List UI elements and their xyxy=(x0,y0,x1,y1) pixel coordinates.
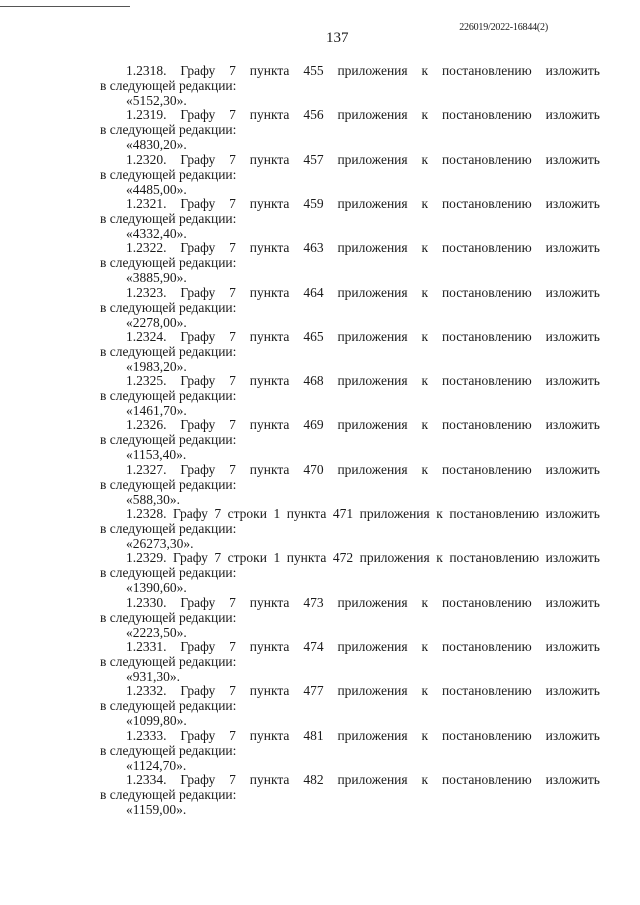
amendment-word: 459 xyxy=(303,195,324,211)
amendment-first-line xyxy=(100,329,600,344)
amendment-word: приложения xyxy=(337,328,408,344)
amendment-first-line xyxy=(100,462,600,477)
amendment-word: к xyxy=(436,550,443,566)
amendment-word: изложить xyxy=(545,727,600,743)
amendment-word: пункта xyxy=(249,63,290,78)
amendment-continuation: в следующей редакции: xyxy=(100,521,237,536)
amendment-word: приложения xyxy=(337,195,408,211)
amendment-value: «1159,00». xyxy=(126,801,187,817)
amendment-item xyxy=(100,63,600,108)
amendment-word: Графу xyxy=(180,771,216,787)
amendment-first-line xyxy=(100,63,600,78)
amendment-word: 471 xyxy=(332,506,354,521)
amendment-continuation: в следующей редакции: xyxy=(100,255,237,271)
amendment-word: Графу xyxy=(180,638,216,654)
amendment-word: к xyxy=(421,461,429,477)
amendment-word: 1.2331. xyxy=(126,638,167,654)
amendment-word: 1.2327. xyxy=(126,461,167,477)
amendment-word: изложить xyxy=(545,683,600,699)
amendment-word: постановлению xyxy=(441,771,532,787)
amendment-word: 7 xyxy=(229,683,236,699)
amendment-first-line xyxy=(100,152,600,167)
amendment-continuation: в следующей редакции: xyxy=(100,166,237,182)
amendment-item xyxy=(100,240,600,285)
amendment-word: приложения xyxy=(337,63,408,78)
amendment-word: 1.2328. xyxy=(126,506,167,521)
amendment-continuation: в следующей редакции: xyxy=(100,432,237,448)
amendment-item xyxy=(100,550,600,595)
amendment-value: «1390,60». xyxy=(126,580,187,596)
amendment-word: Графу xyxy=(180,284,216,300)
amendment-first-line xyxy=(100,417,600,432)
document-id: 226019/2022-16844(2) xyxy=(459,22,548,33)
amendment-word: 1 xyxy=(273,506,281,521)
amendment-first-line xyxy=(100,683,600,698)
amendment-continuation: в следующей редакции: xyxy=(100,210,237,226)
amendment-continuation: в следующей редакции: xyxy=(100,476,237,492)
amendment-word: к xyxy=(421,151,429,167)
amendment-word: 457 xyxy=(303,151,324,167)
amendment-word: постановлению xyxy=(441,284,532,300)
amendment-word: к xyxy=(421,328,429,344)
amendment-continuation: в следующей редакции: xyxy=(100,609,237,625)
amendment-value: «26273,30». xyxy=(126,536,194,551)
amendment-first-line xyxy=(100,107,600,122)
amendment-continuation: в следующей редакции: xyxy=(100,343,237,359)
amendment-item xyxy=(100,462,600,507)
amendment-word: к xyxy=(421,638,429,654)
amendment-word: изложить xyxy=(545,506,600,521)
amendment-word: 7 xyxy=(229,594,236,610)
amendment-item xyxy=(100,639,600,684)
amendment-first-line xyxy=(100,772,600,787)
amendment-value: «2223,50». xyxy=(126,624,187,640)
amendment-word: изложить xyxy=(545,550,600,566)
amendment-word: 7 xyxy=(229,107,236,123)
amendment-word: изложить xyxy=(545,594,600,610)
amendment-word: изложить xyxy=(545,461,600,477)
amendment-word: 1.2319. xyxy=(126,107,167,123)
amendment-item xyxy=(100,107,600,152)
amendment-value: «3885,90». xyxy=(126,270,187,286)
amendment-word: Графу xyxy=(180,594,216,610)
amendment-first-line xyxy=(100,728,600,743)
amendment-word: 7 xyxy=(229,284,236,300)
amendment-word: к xyxy=(421,727,429,743)
amendment-word: Графу xyxy=(180,417,216,433)
amendment-word: пункта xyxy=(249,240,290,256)
amendment-word: постановлению xyxy=(441,638,532,654)
amendment-word: 7 xyxy=(229,771,236,787)
amendment-value: «2278,00». xyxy=(126,314,187,330)
amendment-word: 469 xyxy=(303,417,324,433)
amendment-first-line xyxy=(100,196,600,211)
amendment-continuation: в следующей редакции: xyxy=(100,122,237,138)
amendment-word: пункта xyxy=(249,195,290,211)
amendment-word: строки xyxy=(227,506,267,521)
amendment-word: к xyxy=(421,683,429,699)
amendment-item xyxy=(100,683,600,728)
amendment-word: 456 xyxy=(303,107,324,123)
amendment-word: 1.2322. xyxy=(126,240,167,256)
amendment-continuation: в следующей редакции: xyxy=(100,698,237,714)
amendment-word: приложения xyxy=(337,284,408,300)
amendment-word: 1 xyxy=(273,550,281,566)
amendment-word: изложить xyxy=(545,328,600,344)
amendment-word: 1.2318. xyxy=(126,63,167,78)
amendment-item xyxy=(100,595,600,640)
amendment-word: приложения xyxy=(337,683,408,699)
amendment-continuation: в следующей редакции: xyxy=(100,565,237,581)
amendment-word: приложения xyxy=(359,506,430,521)
amendment-word: 464 xyxy=(303,284,324,300)
amendment-word: изложить xyxy=(545,373,600,389)
amendment-word: Графу xyxy=(180,461,216,477)
amendment-word: Графу xyxy=(173,550,208,566)
amendment-word: 481 xyxy=(303,727,324,743)
amendment-value: «1983,20». xyxy=(126,358,187,374)
amendment-word: Графу xyxy=(173,506,208,521)
amendment-word: 470 xyxy=(303,461,324,477)
amendment-word: 7 xyxy=(229,638,236,654)
amendment-continuation: в следующей редакции: xyxy=(100,388,237,404)
amendment-word: пункта xyxy=(249,284,290,300)
amendment-word: приложения xyxy=(337,594,408,610)
amendment-word: постановлению xyxy=(441,328,532,344)
amendment-value: «4485,00». xyxy=(126,181,187,197)
amendment-word: 1.2329. xyxy=(126,550,167,566)
amendment-word: пункта xyxy=(249,373,290,389)
amendment-value: «588,30». xyxy=(126,491,180,507)
amendment-item xyxy=(100,152,600,197)
amendment-word: изложить xyxy=(545,284,600,300)
amendment-word: приложения xyxy=(337,417,408,433)
amendment-word: Графу xyxy=(180,240,216,256)
amendment-item xyxy=(100,196,600,241)
amendment-word: постановлению xyxy=(441,683,532,699)
amendment-word: к xyxy=(421,373,429,389)
amendment-word: постановлению xyxy=(441,461,532,477)
page-number: 137 xyxy=(326,30,349,46)
amendment-word: изложить xyxy=(545,151,600,167)
amendment-word: постановлению xyxy=(441,240,532,256)
amendment-word: 1.2324. xyxy=(126,328,167,344)
amendment-word: 7 xyxy=(229,373,236,389)
amendment-word: к xyxy=(421,284,429,300)
amendment-item xyxy=(100,329,600,374)
amendment-first-line xyxy=(100,550,600,565)
amendment-word: Графу xyxy=(180,373,216,389)
amendment-word: к xyxy=(421,417,429,433)
amendment-word: изложить xyxy=(545,638,600,654)
amendment-word: Графу xyxy=(180,195,216,211)
amendment-word: 7 xyxy=(229,461,236,477)
amendment-item xyxy=(100,772,600,817)
amendment-word: приложения xyxy=(337,151,408,167)
amendment-continuation: в следующей редакции: xyxy=(100,299,237,315)
amendment-word: изложить xyxy=(545,195,600,211)
amendment-word: 1.2323. xyxy=(126,284,167,300)
amendment-first-line xyxy=(100,373,600,388)
amendment-word: 7 xyxy=(229,151,236,167)
amendment-word: приложения xyxy=(337,771,408,787)
amendment-value: «1124,70». xyxy=(126,757,187,773)
amendment-word: пункта xyxy=(249,638,290,654)
amendment-item xyxy=(100,506,600,551)
amendment-value: «4830,20». xyxy=(126,137,187,153)
amendment-word: постановлению xyxy=(441,151,532,167)
amendment-word: 474 xyxy=(303,638,324,654)
amendment-word: к xyxy=(421,107,429,123)
amendment-continuation: в следующей редакции: xyxy=(100,653,237,669)
amendment-word: постановлению xyxy=(441,727,532,743)
amendment-word: изложить xyxy=(545,107,600,123)
amendment-word: постановлению xyxy=(441,63,532,78)
amendment-word: постановлению xyxy=(449,550,540,566)
amendment-first-line xyxy=(100,639,600,654)
amendment-word: Графу xyxy=(180,151,216,167)
amendment-word: 7 xyxy=(229,195,236,211)
amendment-continuation: в следующей редакции: xyxy=(100,78,237,93)
amendment-word: постановлению xyxy=(449,506,540,521)
amendment-value: «1461,70». xyxy=(126,403,187,419)
amendment-word: изложить xyxy=(545,417,600,433)
amendment-word: пункта xyxy=(249,417,290,433)
amendment-word: 7 xyxy=(229,240,236,256)
amendment-word: 465 xyxy=(303,328,324,344)
amendment-first-line xyxy=(100,595,600,610)
amendment-word: к xyxy=(421,240,429,256)
amendment-value: «4332,40». xyxy=(126,225,187,241)
top-rule xyxy=(0,6,130,7)
amendment-word: 1.2326. xyxy=(126,417,167,433)
amendment-word: постановлению xyxy=(441,417,532,433)
amendment-word: пункта xyxy=(249,151,290,167)
amendment-word: пункта xyxy=(249,683,290,699)
amendment-continuation: в следующей редакции: xyxy=(100,786,237,802)
amendment-word: 1.2332. xyxy=(126,683,167,699)
amendment-word: к xyxy=(421,594,429,610)
amendment-word: пункта xyxy=(249,461,290,477)
amendment-value: «1099,80». xyxy=(126,713,187,729)
amendment-word: к xyxy=(436,506,443,521)
amendment-word: постановлению xyxy=(441,594,532,610)
amendment-word: изложить xyxy=(545,63,600,78)
amendment-word: 7 xyxy=(229,63,236,78)
amendment-word: 7 xyxy=(229,328,236,344)
amendment-word: Графу xyxy=(180,107,216,123)
amendment-word: изложить xyxy=(545,240,600,256)
amendment-item xyxy=(100,285,600,330)
amendment-item xyxy=(100,417,600,462)
amendment-word: 1.2325. xyxy=(126,373,167,389)
amendment-word: Графу xyxy=(180,328,216,344)
amendment-word: 7 xyxy=(229,417,236,433)
amendment-word: пункта xyxy=(249,771,290,787)
amendment-word: изложить xyxy=(545,771,600,787)
amendment-continuation: в следующей редакции: xyxy=(100,742,237,758)
amendment-first-line xyxy=(100,506,600,521)
amendment-word: к xyxy=(421,771,429,787)
amendment-first-line xyxy=(100,240,600,255)
amendment-item xyxy=(100,728,600,773)
amendment-word: приложения xyxy=(359,550,430,566)
amendment-word: Графу xyxy=(180,727,216,743)
amendment-word: приложения xyxy=(337,107,408,123)
amendment-word: приложения xyxy=(337,373,408,389)
amendment-word: приложения xyxy=(337,638,408,654)
amendment-word: Графу xyxy=(180,63,216,78)
amendment-word: приложения xyxy=(337,727,408,743)
amendment-word: 7 xyxy=(214,506,222,521)
amendment-word: 1.2330. xyxy=(126,594,167,610)
amendment-word: постановлению xyxy=(441,107,532,123)
amendment-word: пункта xyxy=(286,506,327,521)
amendment-word: пункта xyxy=(286,550,327,566)
amendment-word: 472 xyxy=(332,550,354,566)
amendment-word: к xyxy=(421,195,429,211)
amendment-word: 473 xyxy=(303,594,324,610)
amendment-word: 468 xyxy=(303,373,324,389)
amendment-word: 477 xyxy=(303,683,324,699)
amendment-word: пункта xyxy=(249,328,290,344)
amendment-word: пункта xyxy=(249,727,290,743)
amendment-word: постановлению xyxy=(441,195,532,211)
amendment-word: к xyxy=(421,63,429,78)
amendment-value: «931,30». xyxy=(126,668,180,684)
amendment-word: 1.2320. xyxy=(126,151,167,167)
amendment-value: «5152,30». xyxy=(126,93,187,108)
amendment-word: 1.2334. xyxy=(126,771,167,787)
amendment-word: приложения xyxy=(337,240,408,256)
amendment-item xyxy=(100,373,600,418)
amendment-word: 7 xyxy=(229,727,236,743)
amendment-first-line xyxy=(100,285,600,300)
amendment-word: строки xyxy=(227,550,267,566)
amendment-word: пункта xyxy=(249,107,290,123)
amendment-word: 482 xyxy=(303,771,324,787)
amendment-word: 7 xyxy=(214,550,222,566)
amendment-word: 463 xyxy=(303,240,324,256)
amendment-word: пункта xyxy=(249,594,290,610)
amendment-word: 455 xyxy=(303,63,324,78)
amendment-word: 1.2321. xyxy=(126,195,167,211)
amendment-word: приложения xyxy=(337,461,408,477)
amendment-word: Графу xyxy=(180,683,216,699)
amendment-value: «1153,40». xyxy=(126,447,187,463)
amendment-word: 1.2333. xyxy=(126,727,167,743)
amendment-word: постановлению xyxy=(441,373,532,389)
